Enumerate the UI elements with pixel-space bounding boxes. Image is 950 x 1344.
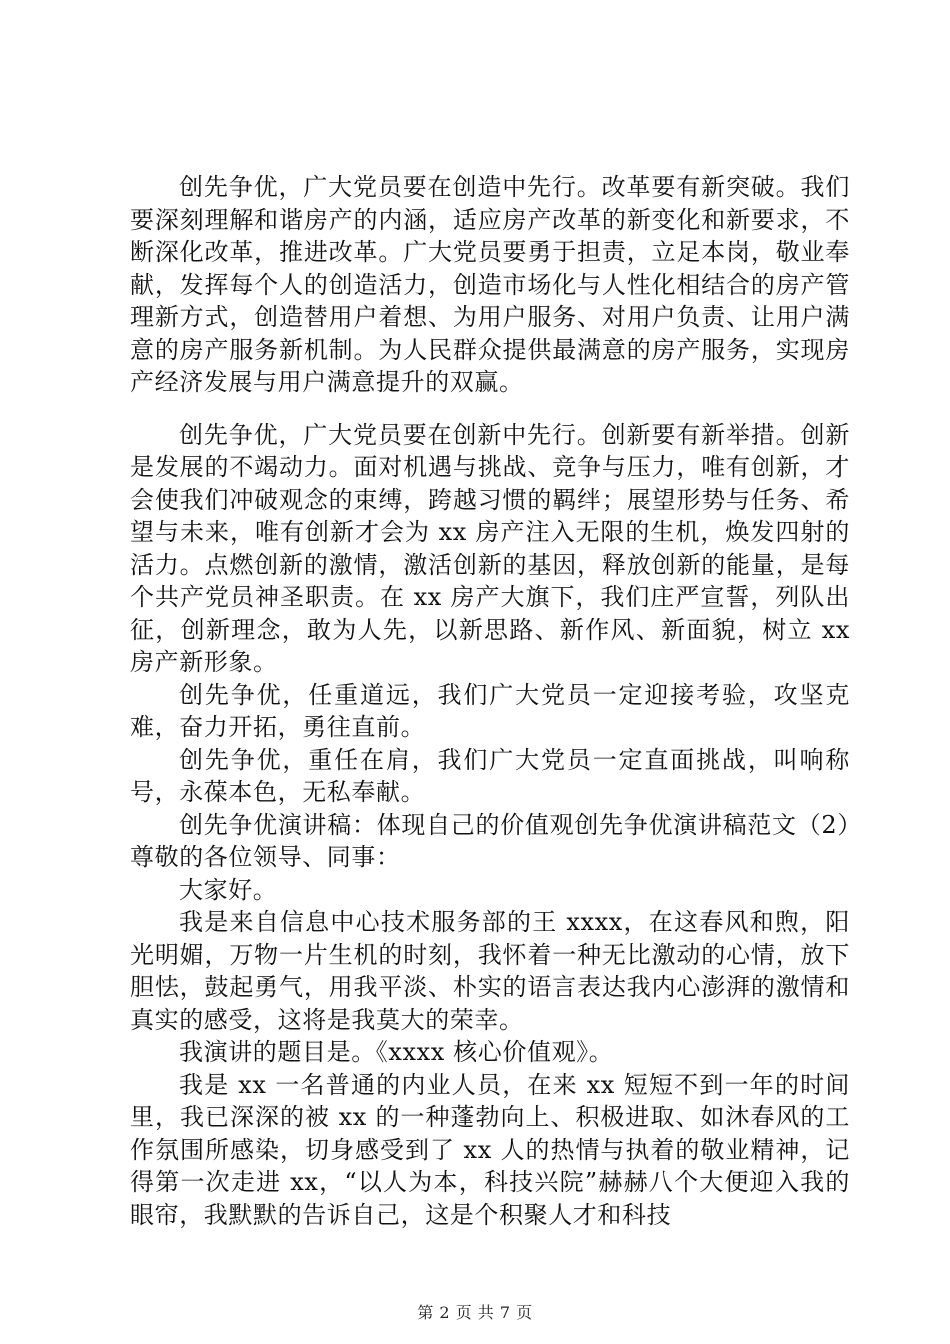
paragraph-experience: 我是 xx 一名普通的内业人员，在来 xx 短短不到一年的时间里，我已深深的被 xx 的一种蓬勃向上、积极进取、如沐春风的工作氛围所感染，切身感受到了 xx 人的热情与执着的敬业精神，记得第一次走进 xx，“以人为本，科技兴院”赫赫八个大便迎入我的眼帘，我默默的告诉自己，这是个积聚人才和科技 bbox=[130, 1070, 850, 1229]
page-number-footer: 第 2 页 共 7 页 bbox=[417, 1303, 533, 1322]
paragraph-speech-title: 创先争优演讲稿：体现自己的价值观创先争优演讲稿范文（2）尊敬的各位领导、同事： bbox=[130, 810, 850, 871]
paragraph-greeting: 大家好。 bbox=[179, 875, 278, 904]
paragraph-topic: 我演讲的题目是。《xxxx 核心价值观》。 bbox=[179, 1038, 614, 1066]
paragraph-self-introduction: 我是来自信息中心技术服务部的王 xxxx，在这春风和煦，阳光明媚，万物一片生机的时刻，我怀着一种无比激动的心情，放下胆怯，鼓起勇气，用我平淡、朴实的语言表达我内心澎湃的激情和真实的感受，这将是我莫大的荣幸。 bbox=[130, 908, 850, 1034]
paragraph-responsibility: 创先争优，重任在肩，我们广大党员一定直面挑战，叫响称号，永葆本色，无私奉献。 bbox=[130, 745, 850, 806]
document-body bbox=[130, 171, 850, 1231]
paragraph-innovation-creation: 创先争优，广大党员要在创造中先行。改革要有新突破。我们要深刻理解和谐房产的内涵，适应房产改革的新变化和新要求，不断深化改革，推进改革。广大党员要勇于担责，立足本岗，敬业奉献，发挥每个人的创造活力，创造市场化与人性化相结合的房产管理新方式，创造替用户着想、为用户服务、对用户负责、让用户满意的房产服务新机制。为人民群众提供最满意的房产服务，实现房产经济发展与用户满意提升的双赢。 bbox=[130, 173, 850, 396]
paragraph-innovation-new-measures: 创先争优，广大党员要在创新中先行。创新要有新举措。创新是发展的不竭动力。面对机遇与挑战、竞争与压力，唯有创新，才会使我们冲破观念的束缚，跨越习惯的羁绊；展望形势与任务、希望与未来，唯有创新才会为 xx 房产注入无限的生机，焕发四射的活力。点燃创新的激情，激活创新的基因，释放创新的能量，是每个共产党员神圣职责。在 xx 房产大旗下，我们庄严宣誓，列队出征，创新理念，敢为人先，以新思路、新作风、新面貌，树立 xx 房产新形象。 bbox=[130, 420, 850, 676]
paragraph-challenges: 创先争优，任重道远，我们广大党员一定迎接考验，攻坚克难，奋力开拓，勇往直前。 bbox=[130, 680, 850, 741]
